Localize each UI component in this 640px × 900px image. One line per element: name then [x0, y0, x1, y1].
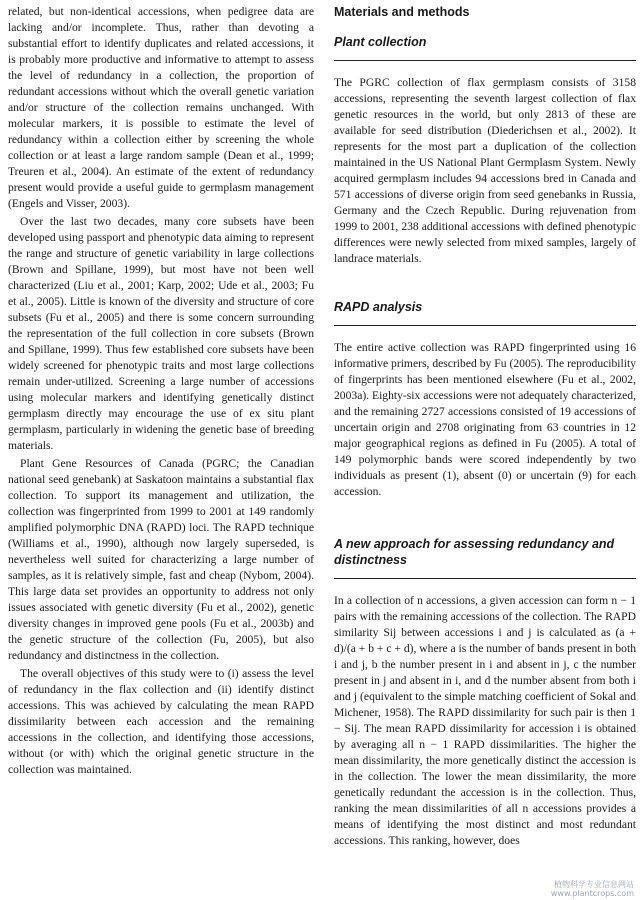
- body-paragraph: Plant Gene Resources of Canada (PGRC; the Canadian national seed genebank) at Saskatoon maintains a substantial flax collection. To support its management and utilization, the collection was fingerprinted from 1999 to 2001 at 149 randomly amplified polymorphic DNA (RAPD) loci. The RAPD technique (Williams et al., 1990), although now largely superseded, is nevertheless well suited for characterizing a large number of samples, as it is relatively simple, fast and cheap (Nybom, 2004). This large data set provides an opportunity to address not only issues associated with genetic diversity (Fu et al., 2002), genetic diversity changes in improved gene pools (Fu et al., 2003b) and the genetic structure of the collection (Fu, 2005), but also redundancy and distinctness in the collection.: [8, 457, 314, 662]
- body-paragraph: In a collection of n accessions, a given accession can form n − 1 pairs with the remaining accessions of the collection. The RAPD similarity Sij between accessions i and j is calculated as (a + d)/(a + b + c + d), where a is the number of bands present in both i and j, b the number present in i and absent in j, c the number present in j and absent in i, and d the number absent from both i and j (equivalent to the simple matching coefficient of Sokal and Michener, 1958). The RAPD dissimilarity for such pair is then 1 − Sij. The mean RAPD dissimilarity for accession i is obtained by averaging all n − 1 RAPD dissimilarities. The higher the mean dissimilarity, the more genetically distinct the accession is in the collection. The lower the mean dissimilarity, the more genetically redundant the accession is in the collection. Thus, ranking the mean dissimilarities of all n accessions provides a means of identifying the most distinct and most redundant accessions. This ranking, however, does: [334, 594, 636, 847]
- watermark-line: www.plantcrops.com: [550, 889, 634, 898]
- section-heading: Materials and methods: [334, 5, 470, 19]
- body-paragraph: Over the last two decades, many core subsets have been developed using passport and phenotypic data aiming to represent the range and structure of genetic variability in large collections (Brown and Spillane, 1999), but most have not been well characterized (Liu et al., 2001; Karp, 2002; Ude et al., 2003; Fu et al., 2005). Little is known of the diversity and structure of core subsets (Fu et al., 2005) and there is some concern surrounding the representation of the full collection in core subsets (Brown and Spillane, 1999). Thus few established core subsets have been widely screened for phenotypic traits and most large collections remain under-utilized. Screening a large number of accessions using molecular markers and identifying genetically distinct germplasm directly may encourage the use of ex situ plant germplasm, particularly in widening the genetic base of breeding materials.: [8, 215, 314, 452]
- subsection-heading: A new approach for assessing redundancy and distinctness: [334, 537, 615, 567]
- subsection-heading: RAPD analysis: [334, 300, 423, 314]
- heading-rule: [334, 578, 636, 579]
- body-paragraph: The overall objectives of this study were to (i) assess the level of redundancy in the flax collection and (ii) identify distinct accessions. This was achieved by calculating the mean RAPD dissimilarity between each accession and the remaining accessions in the collection, and identifying those accessions, without (or with) which the original genetic structure in the collection was maintained.: [8, 667, 314, 776]
- heading-rule: [334, 60, 636, 61]
- subsection-heading: Plant collection: [334, 35, 427, 49]
- site-watermark: [551, 880, 634, 898]
- heading-rule: [334, 325, 636, 326]
- body-paragraph: The entire active collection was RAPD fingerprinted using 16 informative primers, described by Fu (2005). The reproducibility of fingerprints has been mentioned elsewhere (Fu et al., 2002, 2003a). Eighty-six accessions were not adequately characterized, and the remaining 2727 accessions consisted of 19 accessions of uncertain origin and 2708 originating from 63 countries in 12 major geographical regions as defined in Fu (2005). A total of 149 polymorphic bands were scored independently by two individuals as present (1), absent (0) or uncertain (9) for each accession.: [334, 341, 636, 498]
- left-column: [8, 4, 314, 778]
- body-paragraph: related, but non-identical accessions, when pedigree data are lacking and/or incomplete. Thus, rather than devoting a substantial effort to identify duplicates and related accessions, it is probably more productive and informative to attempt to assess the level of redundancy in a collection, the proportion of redundant accessions without which the overall genetic variation and/or structure of the collection remains unchanged. With molecular markers, it is possible to estimate the level of redundancy within a collection either by screening the whole collection or at least a large random sample (Dean et al., 1999; Treuren et al., 2004). An estimate of the extent of redundancy present would provide a useful guide to germplasm management (Engels and Visser, 2003).: [8, 5, 314, 210]
- right-column: [334, 4, 636, 849]
- body-paragraph: The PGRC collection of flax germplasm consists of 3158 accessions, representing the seventh largest collection of flax genetic resources in the world, but only 2813 of these are available for seed distribution (Diederichsen et al., 2002). It represents for the most part a duplication of the collection maintained in the US National Plant Germplasm System. Newly acquired germplasm includes 94 accessions bred in Canada and 571 accessions of diverse origin from seed genebanks in Russia, Germany and the Czech Republic. During rejuvenation from 1999 to 2001, 238 additional accessions with defined phenotypic differences were newly selected from mixed samples, largely of landrace materials.: [334, 76, 636, 265]
- watermark-line: 植物科学专业信息网站: [554, 880, 634, 889]
